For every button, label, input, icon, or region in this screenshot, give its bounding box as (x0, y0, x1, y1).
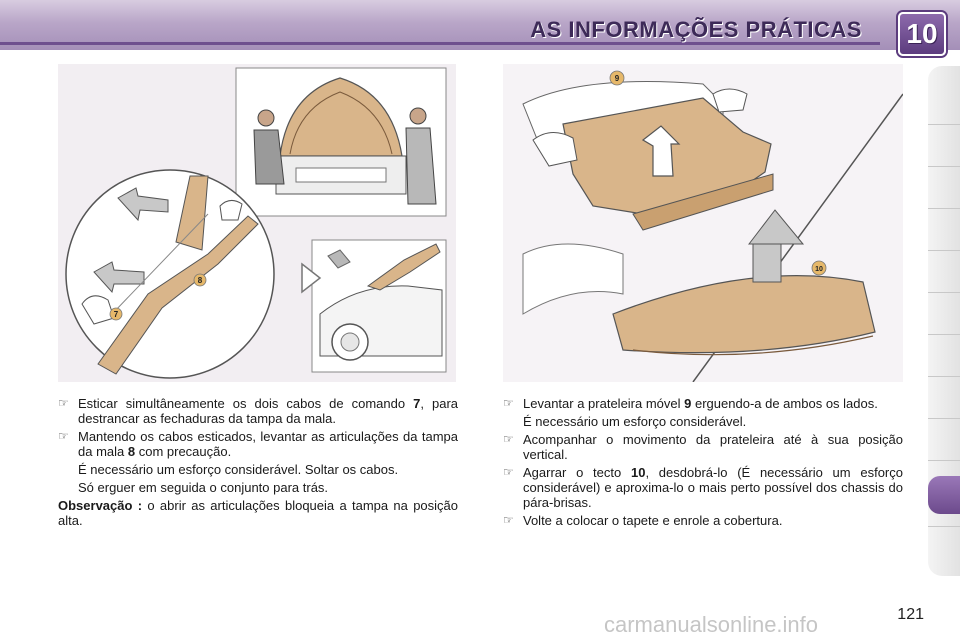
callout-9-label: 9 (614, 74, 620, 83)
side-tab-divider (928, 376, 960, 377)
instruction-text: Levantar a prateleira móvel 9 erguendo-a de ambos os lados. (523, 396, 878, 411)
illustration-trunk-lid-release (58, 64, 456, 382)
side-tab-divider (928, 526, 960, 527)
instruction-item (58, 429, 458, 459)
person-left-head (258, 110, 274, 126)
illustration-parcel-shelf-svg (503, 64, 903, 382)
side-tab-divider (928, 418, 960, 419)
wheel-hub (341, 333, 359, 351)
instruction-text: Mantendo os cabos esticados, levantar as articulações da tampa da mala 8 com precaução. (78, 429, 458, 459)
instructions-left (58, 396, 458, 528)
pointing-finger-icon: ☞ (503, 396, 514, 410)
observation-note: Observação : o abrir as articulações bloqueia a tampa na posição alta. (58, 498, 459, 528)
pointing-finger-icon: ☞ (503, 513, 514, 527)
callout-7-label: 7 (113, 310, 119, 319)
side-tab-divider (928, 460, 960, 461)
instruction-item (503, 513, 903, 528)
instruction-text: Acompanhar o movimento da prateleira até à sua posição vertical. (523, 432, 903, 462)
hand-right (713, 89, 747, 112)
callout-10-label: 10 (815, 266, 823, 273)
instruction-text: Esticar simultâneamente os dois cabos de comando 7, para destrancar as fechaduras da tampa da mala. (78, 396, 458, 426)
arrow-stem-roof (753, 242, 781, 282)
illustration-parcel-shelf-roof (503, 64, 903, 382)
side-tab-chapter-10[interactable] (928, 476, 960, 514)
side-tab-divider (928, 292, 960, 293)
page-title: AS INFORMAÇÕES PRÁTICAS (530, 17, 862, 42)
page-number: 121 (897, 606, 924, 623)
side-tab-divider (928, 124, 960, 125)
instruction-text: Volte a colocar o tapete e enrole a cobertura. (523, 513, 783, 528)
person-right-head (410, 108, 426, 124)
pointing-finger-icon: ☞ (503, 465, 514, 479)
illustration-trunk-lid-svg (58, 64, 456, 382)
pointing-finger-icon: ☞ (58, 429, 69, 443)
pointing-finger-icon: ☞ (503, 432, 514, 446)
instruction-note: É necessário um esforço considerável. Soltar os cabos. (78, 462, 399, 477)
instruction-item (503, 396, 903, 411)
instruction-note: É necessário um esforço considerável. (523, 414, 747, 429)
instruction-item (58, 396, 458, 426)
callout-8-label: 8 (197, 276, 203, 285)
side-tab-divider (928, 166, 960, 167)
rear-bumper (296, 168, 386, 182)
hand-lifting-hinge (220, 200, 242, 220)
chapter-badge: 10 (898, 12, 946, 56)
instructions-right (503, 396, 903, 531)
side-tab-divider (928, 334, 960, 335)
instruction-item (503, 465, 903, 510)
pointing-finger-icon: ☞ (58, 396, 69, 410)
instruction-text: Agarrar o tecto 10, desdobrá-lo (É necessário um esforço considerável) e aproxima-lo o mais perto possível dos chassis do pára-brisas. (523, 465, 903, 510)
instruction-note: Só erguer em seguida o conjunto para trás. (78, 480, 329, 495)
instruction-item (503, 432, 903, 462)
watermark: carmanualsonline.info (604, 612, 819, 637)
side-tab-divider (928, 208, 960, 209)
side-tab-divider (928, 250, 960, 251)
